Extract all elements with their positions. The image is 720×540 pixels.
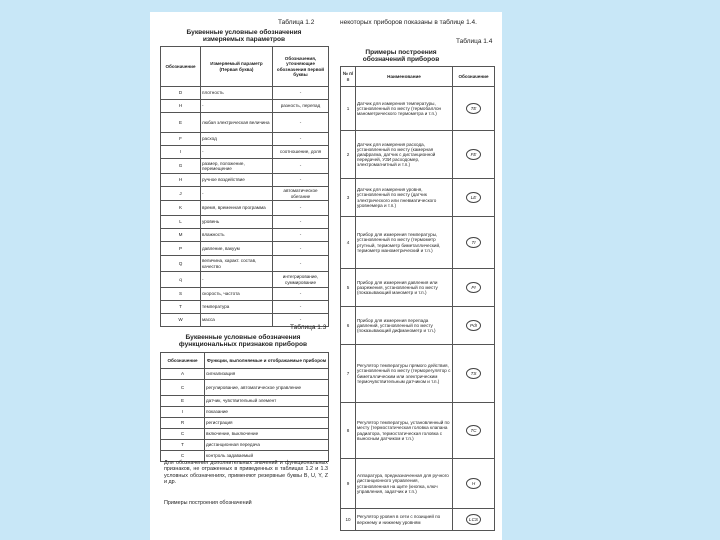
table-1-3-row [161,380,329,396]
row-parameter: - [201,187,273,201]
table-1-4-row [341,345,495,403]
table-1-4-row [341,459,495,509]
table-1-2-row [161,133,329,146]
table-1-2-row [161,288,329,301]
row-code: M [161,229,201,242]
row-parameter: уровень [201,216,273,229]
table-1-2-caption: Буквенные условные обозначения измеряемых параметров [186,29,302,43]
table-1-4-row [341,509,495,531]
row-number: 7 [341,345,356,403]
instrument-symbol: LE [466,192,481,203]
table-1-3-row [161,369,329,380]
row-parameter: любая электрическая величина [201,113,273,133]
document-page [150,12,502,540]
table-1-2-row [161,201,329,216]
instrument-symbol: H [466,478,481,489]
table-1-4-row [341,307,495,345]
row-code: K [161,201,201,216]
table-1-4-row [341,269,495,307]
row-parameter: размер, положение, перемещение [201,159,273,174]
table-1-2-row [161,146,329,159]
table-1-2-header-code: Обозначение [161,47,201,87]
instrument-symbol: TE [466,103,481,114]
table-1-2 [160,46,329,327]
row-parameter: ручное воздействие [201,174,273,187]
table-1-4-label: Таблица 1.4 [456,38,493,45]
table-1-3-header-function: Функции, выполняемые и отображаемые прибором [205,353,329,369]
row-number: 2 [341,131,356,179]
row-name: Прибор для измерения давления или разрежения, установленный по месту (показывающий манометр и т.п.) [356,269,453,307]
row-refinement: - [273,113,329,133]
table-1-2-row [161,113,329,133]
instrument-symbol: PI [466,282,481,293]
table-1-4 [340,66,495,531]
row-function: датчик, чувствительный элемент [205,396,329,407]
table-1-2-row [161,301,329,314]
row-code: Н [161,100,201,113]
table-1-2-row [161,159,329,174]
row-code: P [161,242,201,256]
row-refinement: соотношение, доля [273,146,329,159]
row-refinement: - [273,314,329,327]
instrument-symbol: PdI [466,320,481,331]
row-parameter: скорость, частота [201,288,273,301]
row-name: Прибор для измерения перепада давлений, установленный по месту (показывающий дифманометр и т.п.) [356,307,453,345]
row-code: Q [161,256,201,272]
table-1-2-row [161,187,329,201]
row-code: J [161,187,201,201]
row-code: C [161,380,205,396]
row-code: W [161,314,201,327]
row-parameter: время, временная программа [201,201,273,216]
row-parameter: расход [201,133,273,146]
row-name: Датчик для измерения температуры, установленный по месту (термобаллон манометрического термометра и т.п.) [356,87,453,131]
table-1-3 [160,352,329,462]
row-code: F [161,133,201,146]
table-1-3-row [161,418,329,429]
row-refinement: - [273,87,329,100]
row-symbol-cell [453,345,495,403]
row-symbol-cell [453,217,495,269]
row-name: Датчик для измерения расхода, установленный по месту (камерная диафрагма, датчик с дистанционной передачей, УЗИ расходомер, электромагнитный и т.п.) [356,131,453,179]
row-code: G [161,159,201,174]
row-parameter: масса [201,314,273,327]
table-1-4-header-name: Наименование [356,67,453,87]
table-1-4-row [341,179,495,217]
table-1-4-header-symbol: Обозначение [453,67,495,87]
row-parameter: величина, характ. состав, качество [201,256,273,272]
table-1-4-row [341,217,495,269]
table-1-3-label: Таблица 1.3 [290,324,327,331]
row-function: дистанционная передача [205,440,329,451]
row-number: 3 [341,179,356,217]
row-code: L [161,216,201,229]
table-1-2-row [161,100,329,113]
table-1-4-row [341,87,495,131]
row-number: 6 [341,307,356,345]
row-refinement: - [273,159,329,174]
row-parameter: влажность [201,229,273,242]
row-number: 8 [341,403,356,459]
table-1-2-row [161,87,329,100]
row-code: S [161,288,201,301]
table-1-2-row [161,272,329,288]
table-1-2-row [161,229,329,242]
table-1-3-header-code: Обозначение [161,353,205,369]
row-parameter: - [201,272,273,288]
row-code: R [161,418,205,429]
instrument-symbol: TC [466,425,481,436]
row-refinement: - [273,216,329,229]
row-refinement: - [273,229,329,242]
row-code: D [161,87,201,100]
row-name: Прибор для измерения температуры, установленный по месту (термометр ртутный, термометр биметаллический, термометр манометрический и т.п.) [356,217,453,269]
instrument-symbol: FE [466,149,481,160]
row-symbol-cell [453,509,495,531]
row-symbol-cell [453,307,495,345]
table-1-3-row [161,429,329,440]
row-refinement: - [273,301,329,314]
row-refinement: - [273,256,329,272]
row-function: регистрация [205,418,329,429]
row-name: Регулятор уровня в сети с позицией по верхнему и нижнему уровням [356,509,453,531]
row-refinement: - [273,174,329,187]
row-code: T [161,440,205,451]
row-parameter: температура [201,301,273,314]
row-function: сигнализация [205,369,329,380]
row-parameter: давление, вакуум [201,242,273,256]
table-1-2-header-parameter: Измеряемый параметр (Первая буква) [201,47,273,87]
reserve-letters-paragraph: Для обозначения дополнительных значений и функциональных признаков, не отраженных в приведенных в таблицах 1.2 и 1.3 условных обозначениях, применяют резервные буквы B, U, Y, Z и др. [164,460,328,486]
table-1-2-header-refinement: Обозначения, уточняющие обозначения первой буквы [273,47,329,87]
row-parameter: - [201,146,273,159]
table-1-4-header-number: № п/п [341,67,356,87]
row-parameter: плотность [201,87,273,100]
row-function: контроль задаваемый [205,451,329,462]
examples-heading-text: Примеры построения обозначений [164,500,252,506]
table-1-4-row [341,131,495,179]
row-refinement: - [273,133,329,146]
row-code: I [161,146,201,159]
row-code: E [161,396,205,407]
instrument-symbol: TS [466,368,481,379]
row-code: H [161,174,201,187]
row-number: 5 [341,269,356,307]
row-code: C [161,451,205,462]
row-symbol-cell [453,131,495,179]
row-symbol-cell [453,403,495,459]
row-code: C [161,429,205,440]
row-function: показание [205,407,329,418]
table-1-3-row [161,407,329,418]
intro-text-right: некоторых приборов показаны в таблице 1.4. [340,19,477,26]
row-symbol-cell [453,87,495,131]
row-parameter: - [201,100,273,113]
row-name: Регулятор температуры прямого действия, установленный по месту (терморегулятор с биметаллическим или электрическим термочувствительным датчиком и т.п.) [356,345,453,403]
row-symbol-cell [453,179,495,217]
table-1-2-row [161,174,329,187]
instrument-symbol: TI [466,237,481,248]
row-function: включение, выключение [205,429,329,440]
table-1-3-caption: Буквенные условные обозначения функциональных признаков приборов [178,334,308,348]
table-1-2-row [161,256,329,272]
table-1-2-label: Таблица 1.2 [278,19,315,26]
row-refinement: автоматическое обегание [273,187,329,201]
table-1-2-row [161,242,329,256]
row-code: Е [161,113,201,133]
row-number: 4 [341,217,356,269]
row-refinement: - [273,288,329,301]
row-refinement: интегрирование, суммирование [273,272,329,288]
row-number: 9 [341,459,356,509]
row-code: А [161,369,205,380]
row-code: T [161,301,201,314]
row-code: q [161,272,201,288]
table-1-3-row [161,396,329,407]
row-number: 10 [341,509,356,531]
row-code: I [161,407,205,418]
row-symbol-cell [453,269,495,307]
row-name: Датчик для измерения уровня, установленный по месту (датчик электрического или пневматического уровнемера и т.п.) [356,179,453,217]
row-name: Аппаратура, предназначенная для ручного дистанционного управления, установленная на щите (кнопка, ключ управления, задатчик и т.п.) [356,459,453,509]
table-1-2-row [161,216,329,229]
row-name: Регулятор температуры, установленный по месту (термостатическая головка клапана радиатора, термостатическая головка с выносным датчиком и т.п.) [356,403,453,459]
instrument-symbol: LCS [466,514,481,525]
row-refinement: - [273,242,329,256]
row-symbol-cell [453,459,495,509]
row-function: регулирование, автоматическое управление [205,380,329,396]
table-1-4-caption: Примеры построения обозначений приборов [362,49,440,63]
table-1-4-row [341,403,495,459]
row-refinement: - [273,201,329,216]
row-number: 1 [341,87,356,131]
row-refinement: разность, перепад [273,100,329,113]
table-1-3-row [161,440,329,451]
